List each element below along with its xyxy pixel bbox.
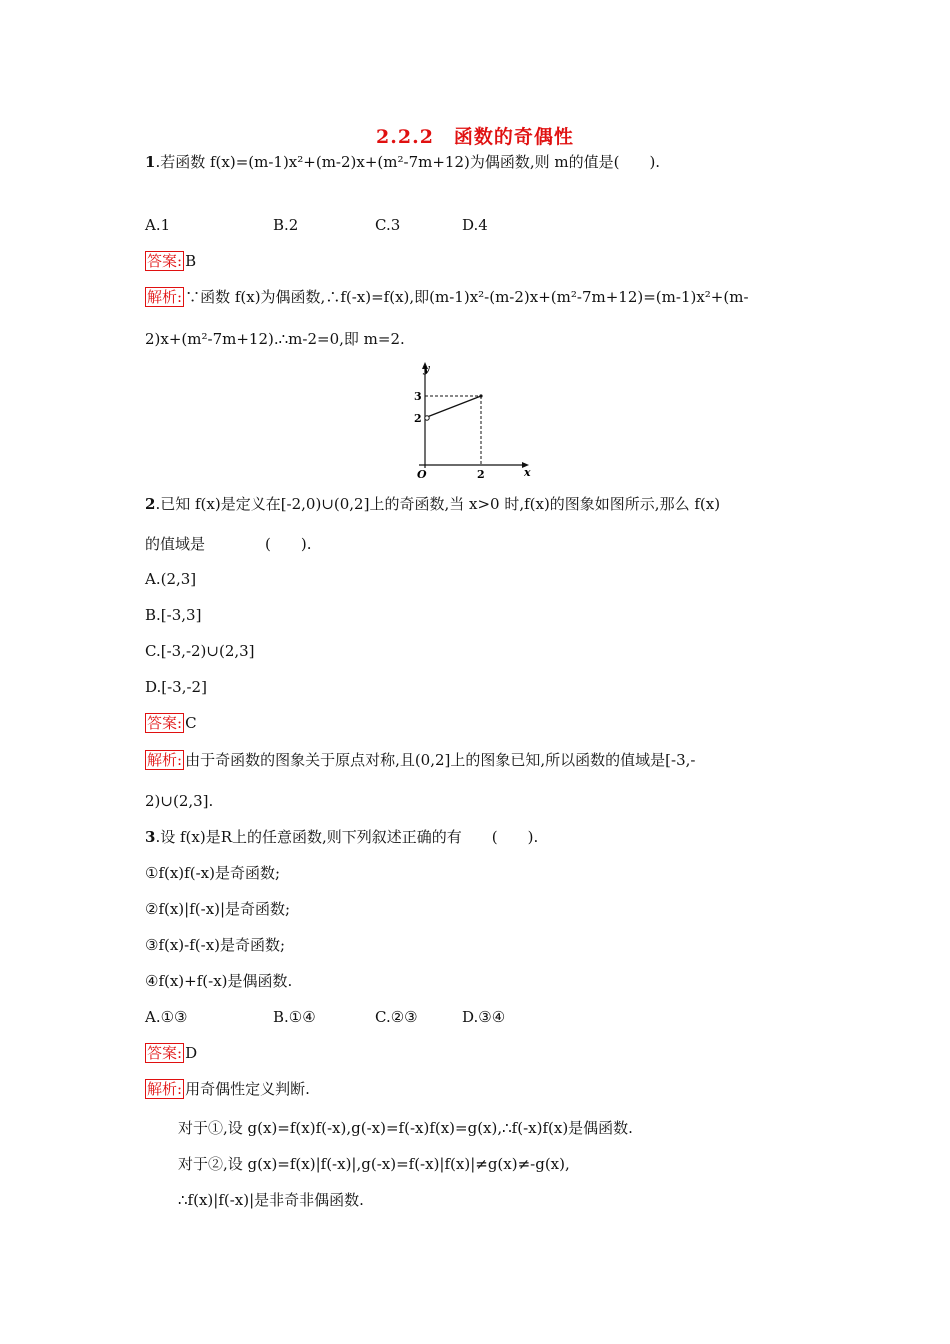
q1-option-b: B.2	[273, 216, 299, 234]
analysis-tag: 解析:	[147, 751, 183, 769]
q3-number: 3	[145, 828, 156, 846]
q3-answer: 答案: D	[147, 1044, 198, 1062]
q3-statement-2: ②f(x)|f(-x)|是奇函数;	[145, 900, 291, 918]
q2-option-b: B.[-3,3]	[145, 606, 202, 624]
q1-answer: 答案: B	[147, 252, 197, 270]
q2-analysis-line-2: 2)∪(2,3].	[145, 792, 214, 810]
origin-label: O	[417, 468, 427, 481]
y-tick-3: 3	[414, 390, 422, 403]
answer-tag: 答案:	[147, 252, 183, 270]
q3-analysis-line-3: ∴f(x)|f(-x)|是非奇非偶函数.	[178, 1191, 364, 1209]
function-graph	[405, 358, 545, 483]
q2-stem-line-2: 的值域是 ( ).	[145, 535, 312, 553]
q1-option-a: A.1	[145, 216, 171, 234]
answer-tag: 答案:	[147, 714, 183, 732]
analysis-tag: 解析:	[147, 1080, 183, 1098]
q1-analysis-line-1: 解析: ∵函数 f(x)为偶函数,∴f(-x)=f(x),即(m-1)x²-(m-2)x+(m²-7m+12)=(m-1)x²+(m-	[147, 288, 749, 306]
q3-option-c: C.②③	[375, 1008, 418, 1026]
q3-stem: 3.设 f(x)是R上的任意函数,则下列叙述正确的有 ( ).	[145, 828, 539, 846]
q1-option-d: D.4	[462, 216, 488, 234]
q1-analysis-line-2: 2)x+(m²-7m+12).∴m-2=0,即 m=2.	[145, 330, 405, 348]
q3-analysis-line-2: 对于②,设 g(x)=f(x)|f(-x)|,g(-x)=f(-x)|f(x)|≠g(x)≠-g(x),	[178, 1155, 570, 1173]
q3-analysis-line-1: 对于①,设 g(x)=f(x)f(-x),g(-x)=f(-x)f(x)=g(x),∴f(-x)f(x)是偶函数.	[178, 1119, 633, 1137]
q2-option-c: C.[-3,-2)∪(2,3]	[145, 642, 255, 660]
q2-number: 2	[145, 495, 156, 513]
q2-stem-line-1: 2.已知 f(x)是定义在[-2,0)∪(0,2]上的奇函数,当 x>0 时,f(x)的图象如图所示,那么 f(x)	[145, 495, 721, 513]
q3-statement-4: ④f(x)+f(-x)是偶函数.	[145, 972, 293, 990]
q3-option-b: B.①④	[273, 1008, 316, 1026]
q2-analysis-line-1: 解析: 由于奇函数的图象关于原点对称,且(0,2]上的图象已知,所以函数的值域是[-3,-	[147, 751, 696, 769]
q3-analysis-line-0: 解析: 用奇偶性定义判断.	[147, 1080, 310, 1098]
x-axis-label: x	[524, 466, 531, 479]
x-tick-2: 2	[477, 468, 485, 481]
page-title: 2.2.2 函数的奇偶性	[376, 126, 574, 148]
q1-option-c: C.3	[375, 216, 401, 234]
q2-option-a: A.(2,3]	[145, 570, 197, 588]
q2-option-d: D.[-3,-2]	[145, 678, 207, 696]
y-axis-label: y	[423, 362, 430, 375]
q1-stem: 1.若函数 f(x)=(m-1)x²+(m-2)x+(m²-7m+12)为偶函数,则 m的值是( ).	[145, 153, 661, 171]
q2-answer: 答案: C	[147, 714, 197, 732]
q3-statement-3: ③f(x)-f(-x)是奇函数;	[145, 936, 286, 954]
q3-statement-1: ①f(x)f(-x)是奇函数;	[145, 864, 281, 882]
answer-tag: 答案:	[147, 1044, 183, 1062]
q3-option-d: D.③④	[462, 1008, 506, 1026]
q3-option-a: A.①③	[145, 1008, 188, 1026]
analysis-tag: 解析:	[147, 288, 183, 306]
y-tick-2: 2	[414, 412, 422, 425]
q1-number: 1	[145, 153, 156, 171]
